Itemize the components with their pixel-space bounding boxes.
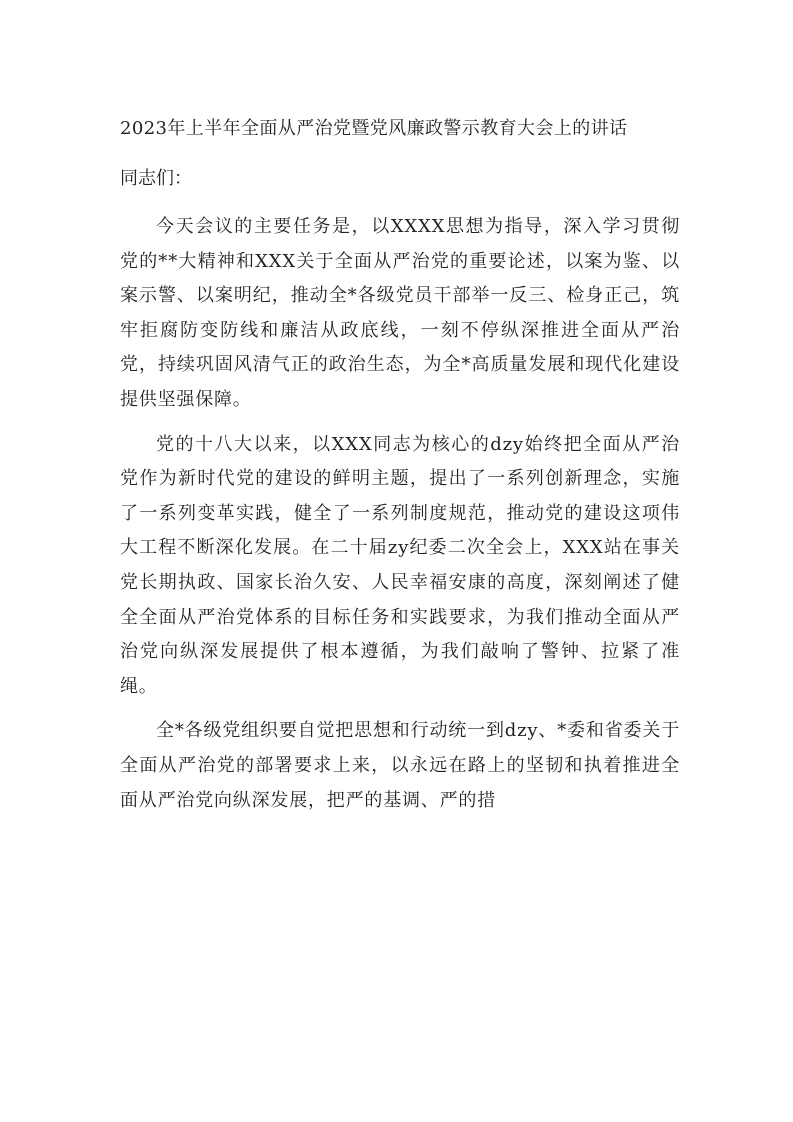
- document-page: [120, 112, 680, 818]
- paragraph-2: 党的十八大以来，以XXX同志为核心的dzy始终把全面从严治党作为新时代党的建设的鲜明主题，提出了一系列创新理念，实施了一系列变革实践，健全了一系列制度规范，推动党的建设这项伟大工程不断深化发展。在二十届zy纪委二次全会上，XXX站在事关党长期执政、国家长治久安、人民幸福安康的高度，深刻阐述了健全全面从严治党体系的目标任务和实践要求，为我们推动全面从严治党向纵深发展提供了根本遵循，为我们敲响了警钟、拉紧了准绳。: [120, 433, 680, 697]
- salutation: 同志们：: [120, 168, 192, 189]
- paragraph-3: 全*各级党组织要自觉把思想和行动统一到dzy、*委和省委关于全面从严治党的部署要求上来，以永远在路上的坚韧和执着推进全面从严治党向纵深发展，把严的基调、严的措: [120, 720, 680, 811]
- document-title: 2023年上半年全面从严治党暨党风廉政警示教育大会上的讲话: [120, 118, 628, 139]
- paragraph-1: 今天会议的主要任务是，以XXXX思想为指导，深入学习贯彻党的**大精神和XXX关于全面从严治党的重要论述，以案为鉴、以案示警、以案明纪，推动全*各级党员干部举一反三、检身正己，筑牢拒腐防变防线和廉洁从政底线，一刻不停纵深推进全面从严治党，持续巩固风清气正的政治生态，为全*高质量发展和现代化建设提供坚强保障。: [120, 216, 680, 410]
